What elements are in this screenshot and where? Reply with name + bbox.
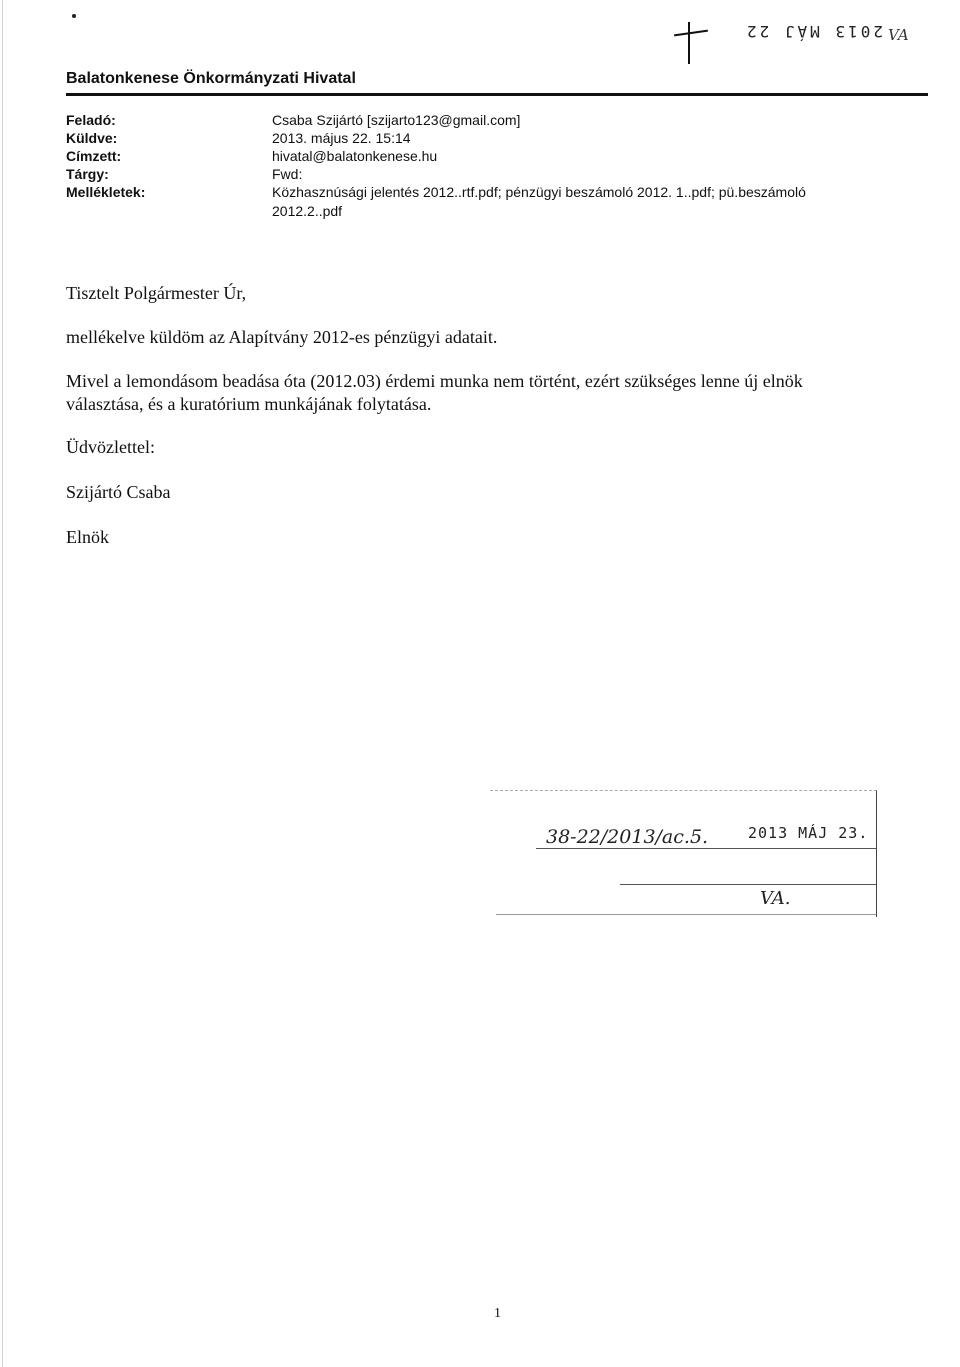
registry-stamp [490,790,877,917]
from-label: Feladó: [66,112,116,128]
handwritten-mark [688,22,690,64]
signer-title: Elnök [66,527,109,547]
attachments-label: Mellékletek: [66,184,146,200]
paragraph-2-line-1: Mivel a lemondásom beadása óta (2012.03) érdemi munka nem történt, ezért szükséges lenne új elnök [66,371,803,391]
closing: Üdvözlettel: [66,437,155,457]
received-stamp-initials: VA [888,26,909,44]
received-stamp-text: 2013 MÁJ 22 [744,22,883,41]
organization-title: Balatonkenese Önkormányzati Hivatal [66,70,356,87]
paragraph-2-line-2: választása, és a kuratórium munkájának folytatása. [66,394,432,414]
to-label: Címzett: [66,148,122,164]
registry-date: 2013 MÁJ 23. [748,824,869,842]
sent-label: Küldve: [66,130,118,146]
attachments-value: Közhasznúsági jelentés 2012..rtf.pdf; pénzügyi beszámoló 2012. 1..pdf; pü.beszámoló [272,184,806,200]
signer-name: Szijártó Csaba [66,482,171,502]
subject-value: Fwd: [272,166,303,182]
registry-stamp-line-3 [496,914,876,915]
handwritten-mark-bar [674,30,708,37]
from-value: Csaba Szijártó [szijarto123@gmail.com] [272,112,521,128]
sent-value: 2013. május 22. 15:14 [272,130,411,146]
salutation: Tisztelt Polgármester Úr, [66,283,247,303]
attachments-value-cont: 2012.2..pdf [272,203,343,219]
registry-stamp-line-1 [536,848,876,849]
page-number: 1 [494,1306,501,1321]
to-value: hivatal@balatonkenese.hu [272,148,438,164]
paragraph-1: mellékelve küldöm az Alapítvány 2012-es pénzügyi adatait. [66,327,498,347]
registry-number: 38-22/2013/ac.5. [546,826,709,848]
registry-stamp-line-2 [620,884,876,885]
scan-dot [72,14,76,18]
registry-initials: VA. [760,888,791,909]
subject-label: Tárgy: [66,166,109,182]
title-divider [66,93,928,96]
scan-margin-line [2,0,3,1367]
